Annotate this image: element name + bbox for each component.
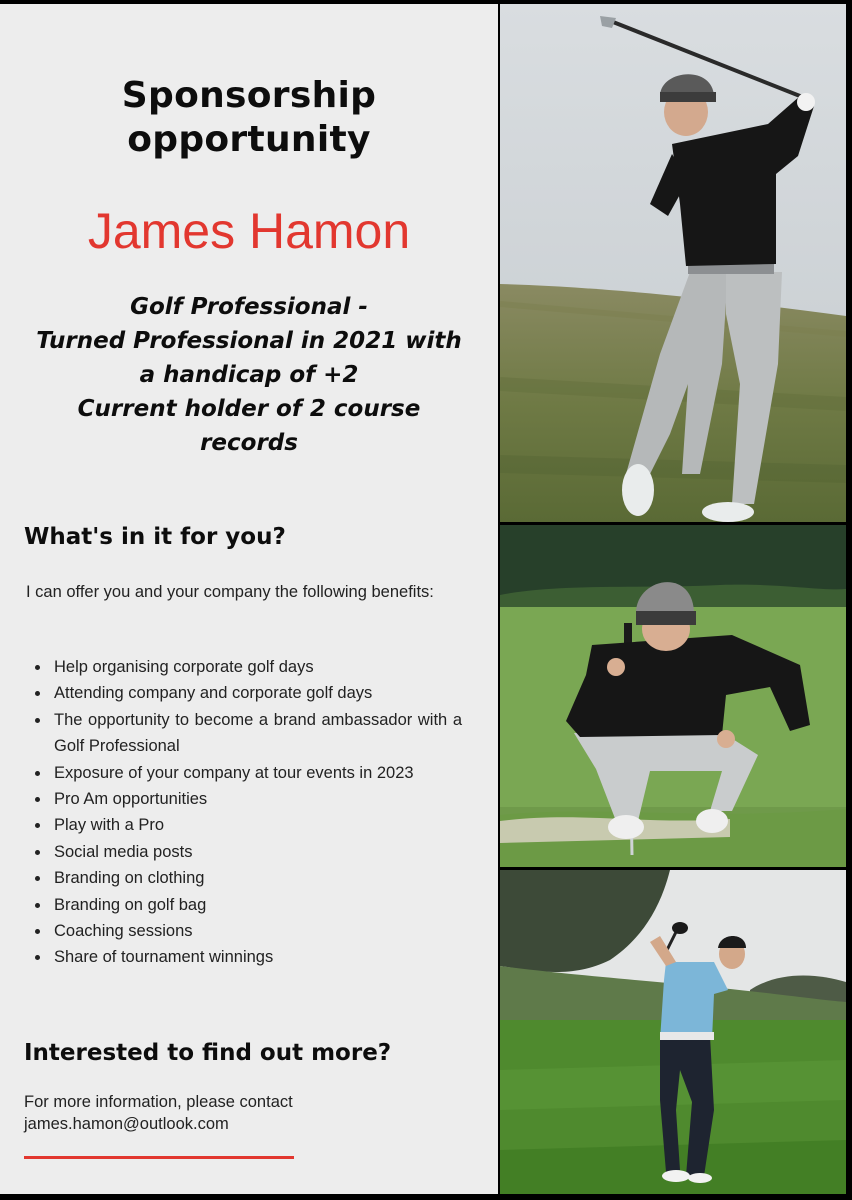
title-line-2: opportunity <box>127 119 371 160</box>
tagline-line: Current holder of 2 course <box>77 396 421 422</box>
list-item: Coaching sessions <box>32 918 462 944</box>
benefits-intro: I can offer you and your company the following benefits: <box>26 583 434 601</box>
page-title <box>0 74 498 162</box>
photo-tee-shot <box>500 870 846 1194</box>
list-item: Attending company and corporate golf days <box>32 680 462 706</box>
tagline <box>10 290 488 460</box>
accent-divider <box>24 1156 294 1159</box>
list-item: Help organising corporate golf days <box>32 654 462 680</box>
tagline-line: Golf Professional - <box>130 294 368 320</box>
list-item: Branding on golf bag <box>32 892 462 918</box>
tagline-line: records <box>200 430 298 456</box>
photo-follow-through <box>500 4 846 522</box>
list-item: Branding on clothing <box>32 865 462 891</box>
golfer-reading-putt-icon <box>500 525 846 867</box>
tagline-line: a handicap of +2 <box>139 362 359 388</box>
contact-email-link[interactable]: james.hamon@outlook.com <box>24 1115 229 1133</box>
list-item: Share of tournament winnings <box>32 944 462 970</box>
photo-reading-putt <box>500 525 846 867</box>
list-item: Exposure of your company at tour events in 2023 <box>32 760 462 786</box>
contact-block <box>24 1091 474 1135</box>
golfer-follow-through-icon <box>500 4 846 522</box>
list-item: Social media posts <box>32 839 462 865</box>
list-item: The opportunity to become a brand ambassador with a Golf Professional <box>32 707 462 760</box>
title-line-1: Sponsorship <box>121 75 377 116</box>
list-item: Play with a Pro <box>32 812 462 838</box>
list-item: Pro Am opportunities <box>32 786 462 812</box>
tagline-line: Turned Professional in 2021 with <box>36 328 462 354</box>
contact-heading: Interested to find out more? <box>24 1040 392 1066</box>
text-panel <box>0 4 498 1194</box>
contact-text: For more information, please contact <box>24 1093 293 1111</box>
golfer-tee-shot-icon <box>500 870 846 1194</box>
golfer-name: James Hamon <box>87 203 411 259</box>
benefits-list <box>32 654 462 971</box>
benefits-heading: What's in it for you? <box>24 524 286 550</box>
